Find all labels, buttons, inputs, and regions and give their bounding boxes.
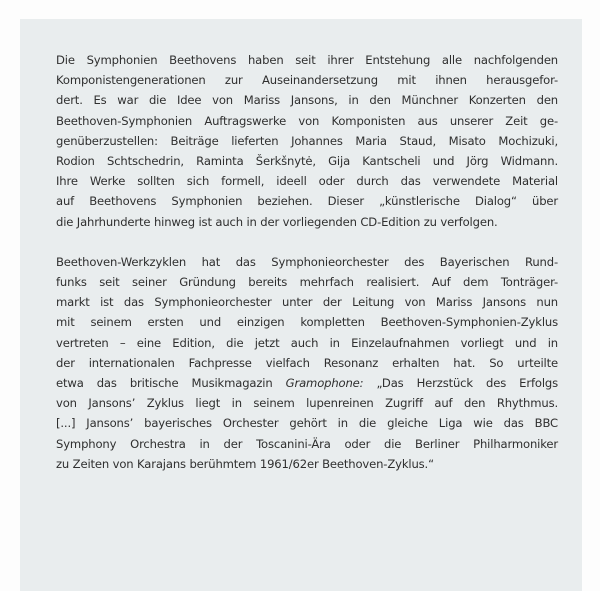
text-line: genüberzustellen: Beiträge lieferten Johannes Maria Staud, Misato Mochizuki, bbox=[56, 133, 558, 148]
text-line: dert. Es war die Idee von Mariss Jansons, in den Münchner Konzerten den bbox=[56, 93, 558, 108]
text-fragment: etwa das britische Musikmagazin bbox=[56, 376, 286, 391]
text-line: Beethoven-Werkzyklen hat das Symphonieorchester des Bayerischen Rund- bbox=[56, 254, 558, 269]
magazine-name: Gramophone: bbox=[285, 376, 364, 391]
text-line: Ihre Werke sollten sich formell, ideell oder durch das verwendete Material bbox=[56, 174, 558, 189]
text-line: [...] Jansons’ bayerisches Orchester gehört in die gleiche Liga wie das BBC bbox=[56, 416, 558, 431]
text-line: Rodion Schtschedrin, Raminta Šerkšnytė, Gija Kantscheli und Jörg Widmann. bbox=[56, 154, 558, 169]
text-line: markt ist das Symphonieorchester unter der Leitung von Mariss Jansons nun bbox=[56, 295, 558, 310]
paragraph-1 bbox=[56, 50, 558, 232]
text-line: Die Symphonien Beethovens haben seit ihrer Entstehung alle nachfolgenden bbox=[56, 53, 558, 67]
paragraph-2 bbox=[56, 252, 558, 474]
text-line: vertreten – eine Edition, die jetzt auch in Einzelaufnahmen vorliegt und in bbox=[56, 335, 558, 350]
text-line: auf Beethovens Symphonien beziehen. Dieser „künstlerische Dialog“ über bbox=[56, 194, 558, 209]
booklet-text-panel bbox=[20, 19, 582, 591]
text-line: funks seit seiner Gründung bereits mehrfach realisiert. Auf dem Tonträger- bbox=[56, 275, 558, 290]
text-line: von Jansons’ Zyklus liegt in seinem lupenreinen Zugriff auf den Rhythmus. bbox=[56, 396, 558, 411]
text-line: mit seinem ersten und einzigen kompletten Beethoven-Symphonien-Zyklus bbox=[56, 315, 558, 330]
text-line: die Jahrhunderte hinweg ist auch in der vorliegenden CD-Edition zu verfolgen. bbox=[56, 214, 498, 229]
text-line-with-magazine bbox=[56, 373, 558, 393]
text-fragment: „Das Herzstück des Erfolgs bbox=[363, 376, 558, 391]
text-line: zu Zeiten von Karajans berühmtem 1961/62er Beethoven-Zyklus.“ bbox=[56, 456, 434, 471]
text-line: Beethoven-Symphonien Auftragswerke von Komponisten aus unserer Zeit ge- bbox=[56, 113, 558, 128]
text-line: Symphony Orchestra in der Toscanini-Ära oder die Berliner Philharmoniker bbox=[56, 436, 558, 451]
text-line: der internationalen Fachpresse vielfach Resonanz erhalten hat. So urteilte bbox=[56, 355, 558, 370]
text-line: Komponistengenerationen zur Auseinandersetzung mit ihnen herausgefor- bbox=[56, 73, 558, 88]
